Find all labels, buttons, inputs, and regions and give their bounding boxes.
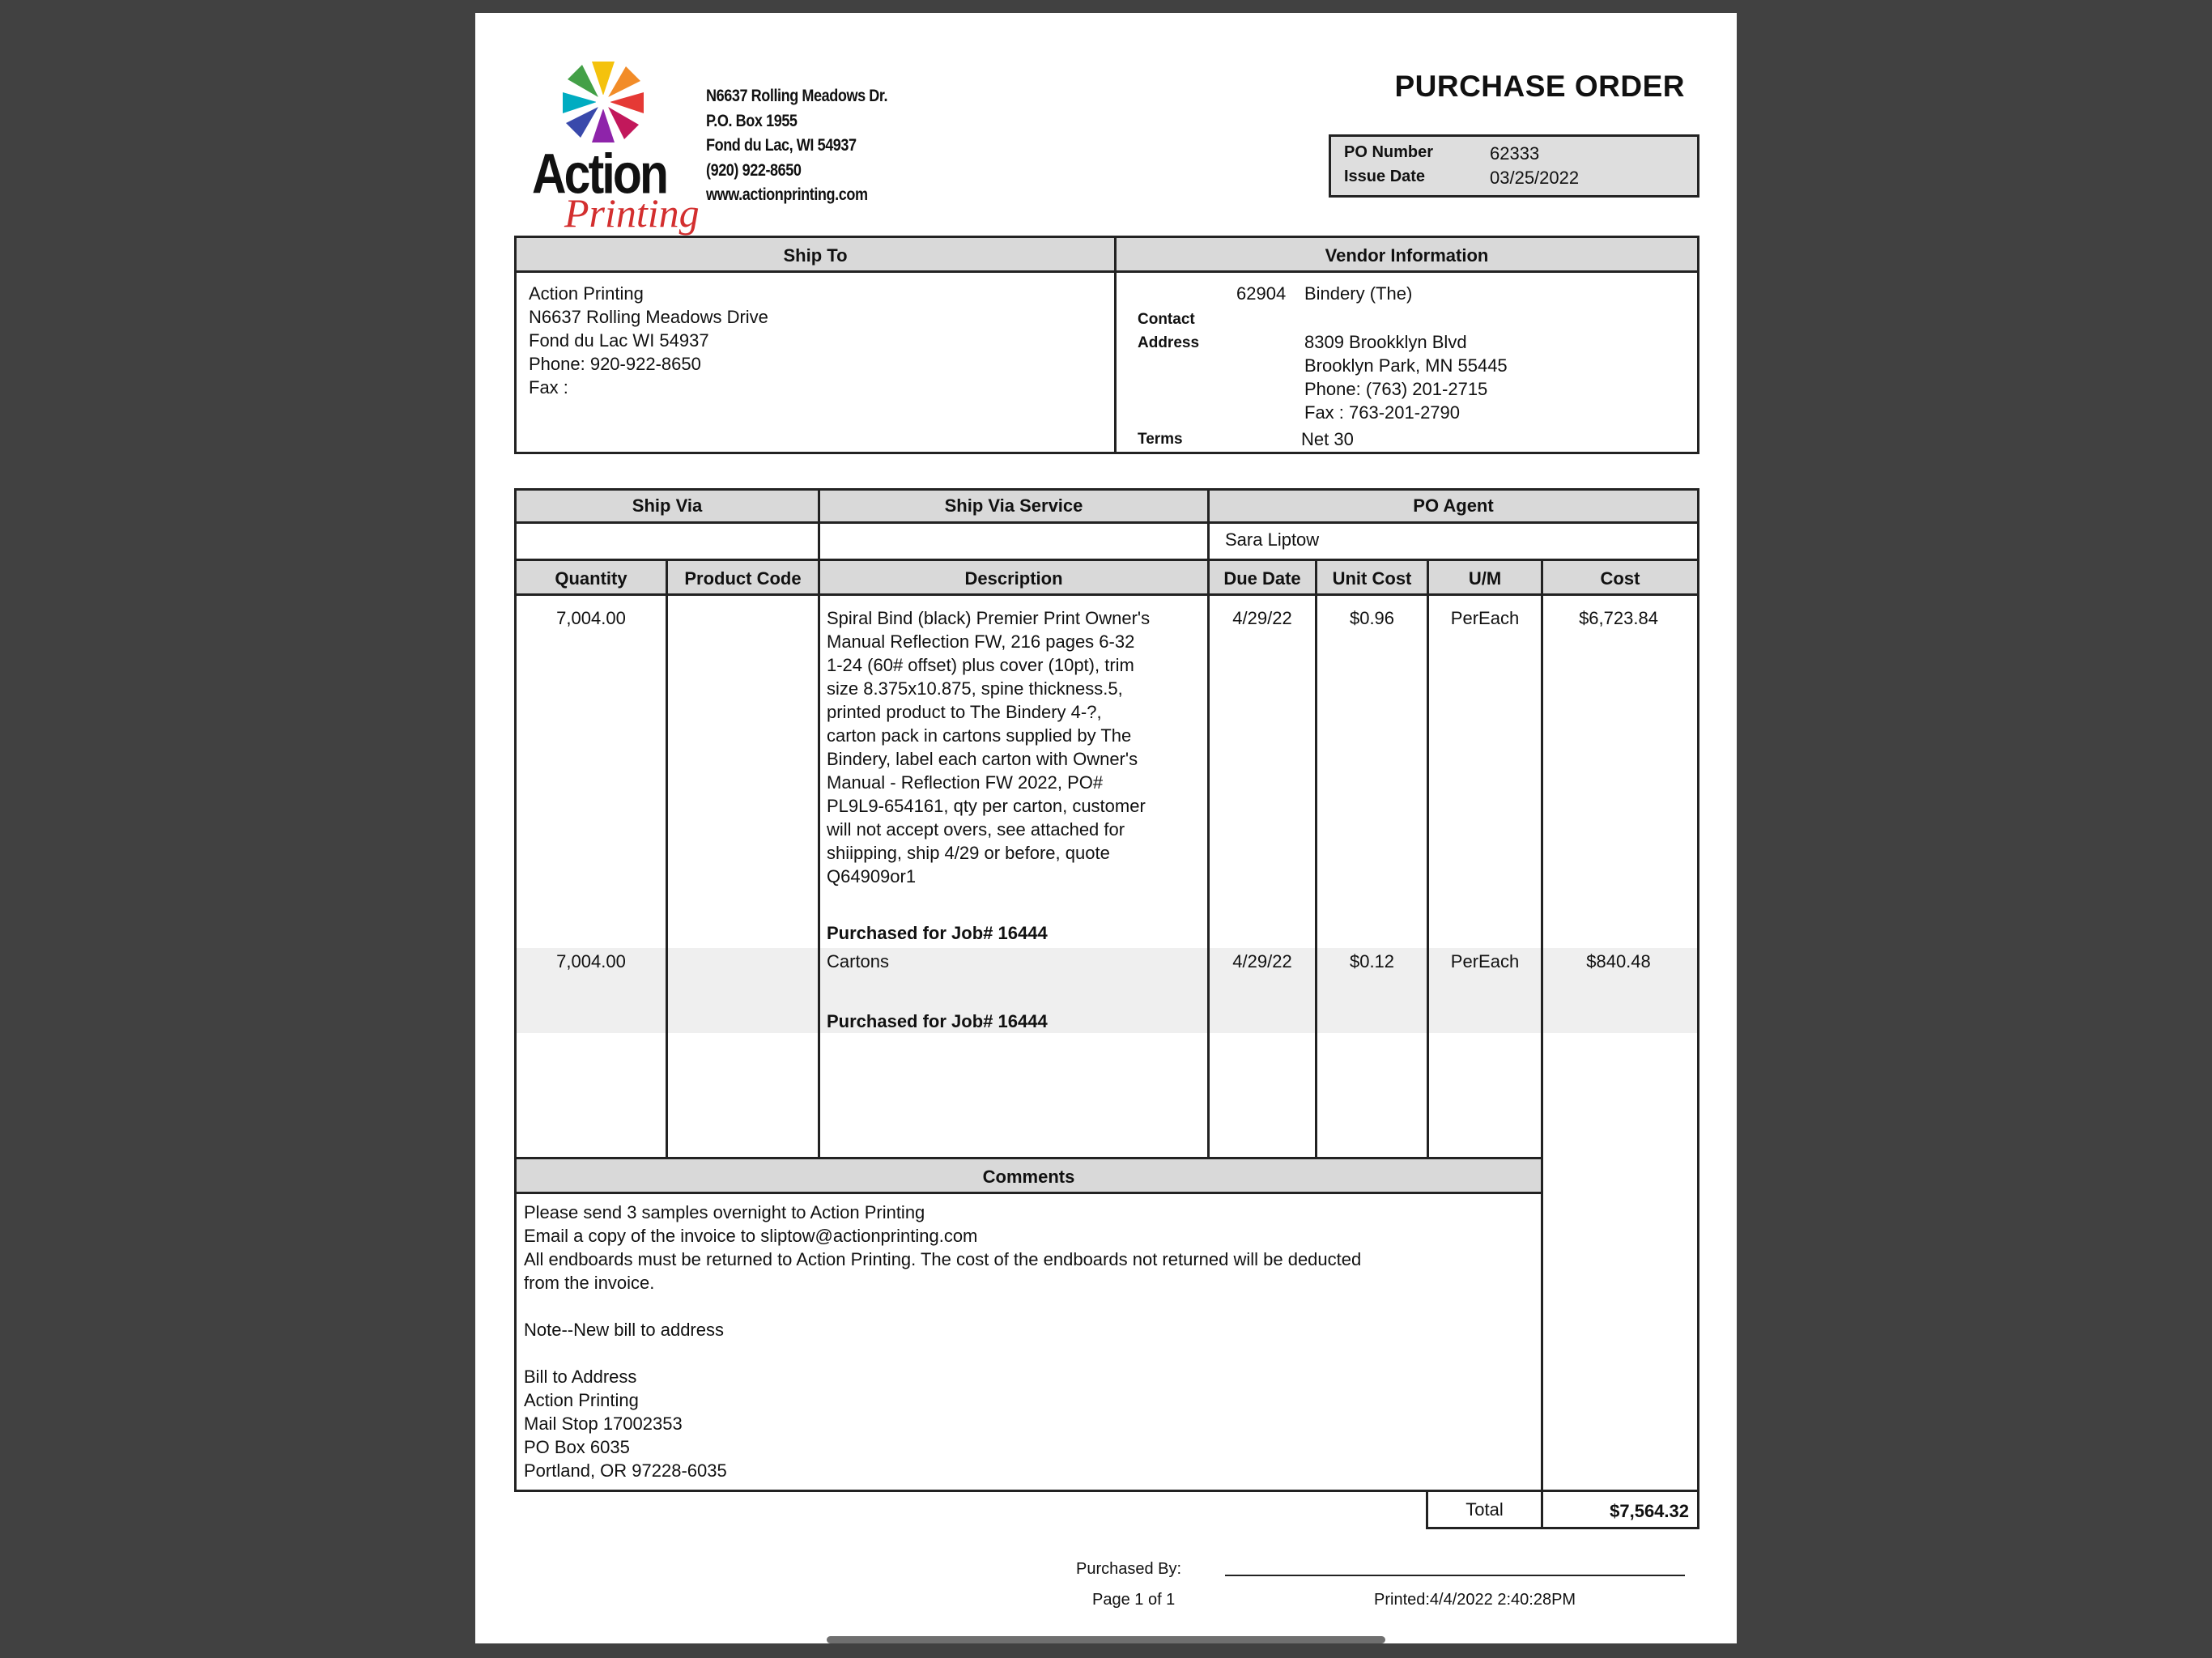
divider: [514, 1192, 1543, 1194]
po-info-box: [1329, 134, 1699, 198]
item-quantity: 7,004.00: [556, 608, 626, 628]
ship-to-header: Ship To: [783, 245, 848, 266]
vendor-address: 8309 Brookklyn Blvd Brooklyn Park, MN 55445 Phone: (763) 201-2715 Fax : 763-201-2790: [1304, 332, 1508, 423]
divider: [514, 270, 1699, 273]
item-um: PerEach: [1450, 951, 1520, 971]
terms-value: Net 30: [1301, 429, 1354, 449]
horizontal-scrollbar[interactable]: [827, 1636, 1385, 1643]
col-um-header: U/M: [1468, 568, 1502, 589]
item-description: Cartons: [827, 951, 890, 971]
company-website[interactable]: www.actionprinting.com: [706, 185, 868, 204]
company-address-line: Fond du Lac, WI 54937: [706, 136, 857, 155]
divider: [1426, 1527, 1699, 1529]
col-due-date-header: Due Date: [1223, 568, 1301, 589]
company-address-line: P.O. Box 1955: [706, 111, 798, 130]
item-quantity: 7,004.00: [556, 951, 626, 971]
issue-date-label: Issue Date: [1344, 168, 1426, 185]
divider: [666, 559, 668, 1159]
po-number-value: 62333: [1490, 143, 1540, 164]
terms-label: Terms: [1138, 431, 1183, 448]
action-printing-logo: [532, 52, 704, 238]
col-description-header: Description: [964, 568, 1063, 589]
comments-header: Comments: [982, 1167, 1075, 1187]
logo-word-action: Action: [532, 142, 667, 206]
document-title: PURCHASE ORDER: [1394, 70, 1685, 103]
company-address-line: (920) 922-8650: [706, 160, 802, 180]
item-due-date: 4/29/22: [1232, 608, 1292, 628]
divider: [514, 521, 1699, 524]
item-cost: $840.48: [1586, 951, 1651, 971]
page-number: Page 1 of 1: [1092, 1591, 1176, 1609]
divider: [1697, 488, 1699, 1529]
ship-via-header: Ship Via: [632, 495, 703, 516]
comments-text: Please send 3 samples overnight to Action Printing Email a copy of the invoice to sliptow@actionprinting.com All endboards must be returned to Action Printing. The cost of the endboards not returned will be deducted from the invoice. Note--New bill to address Bill to Address Action Printing Mail Stop 17002353 PO Box 6035 Portland, OR 97228-6035: [524, 1202, 1362, 1481]
vendor-id: 62904: [1236, 283, 1287, 304]
item-description: Spiral Bind (black) Premier Print Owner's Manual Reflection FW, 216 pages 6-32 1-24 (60# offset) plus cover (10pt), trim size 8.375x10.875, spine thickness.5, printed product to The Bindery 4-?, carton pack in cartons supplied by The Bindery, label each carton with Owner's Manual - Reflection FW 2022, PO# PL9L9-654161, qty per carton, customer will not accept overs, see attached for shiipping, ship 4/29 or before, quote Q64909or1: [827, 608, 1151, 886]
divider: [514, 488, 1699, 491]
company-address-line: N6637 Rolling Meadows Dr.: [706, 87, 888, 105]
po-agent-value: Sara Liptow: [1225, 529, 1320, 550]
item-job-note: Purchased for Job# 16444: [827, 1011, 1048, 1031]
company-address-block: [706, 84, 887, 208]
item-cost: $6,723.84: [1579, 608, 1658, 628]
po-agent-header: PO Agent: [1413, 495, 1494, 516]
item-job-note: Purchased for Job# 16444: [827, 923, 1048, 943]
divider: [1315, 559, 1317, 1159]
divider: [514, 593, 1699, 596]
issue-date-value: 03/25/2022: [1490, 168, 1580, 188]
col-cost-header: Cost: [1600, 568, 1640, 589]
address-label: Address: [1138, 334, 1200, 351]
total-label: Total: [1465, 1499, 1504, 1520]
item-unit-cost: $0.12: [1349, 951, 1395, 971]
document-page: [475, 13, 1737, 1643]
total-value: $7,564.32: [1610, 1501, 1689, 1521]
vendor-name: Bindery (The): [1304, 283, 1413, 304]
col-quantity-header: Quantity: [555, 568, 627, 589]
signature-line: [1225, 1575, 1685, 1576]
item-due-date: 4/29/22: [1232, 951, 1292, 971]
divider: [1207, 559, 1210, 1159]
po-number-label: PO Number: [1344, 143, 1434, 161]
item-unit-cost: $0.96: [1349, 608, 1395, 628]
item-um: PerEach: [1450, 608, 1520, 628]
divider: [1541, 559, 1543, 1529]
purchased-by-label: Purchased By:: [1076, 1560, 1182, 1578]
divider: [818, 559, 820, 1159]
ship-via-service-header: Ship Via Service: [944, 495, 1083, 516]
divider: [1427, 559, 1429, 1159]
logo-word-printing: Printing: [564, 190, 700, 236]
col-product-code-header: Product Code: [684, 568, 802, 589]
ship-to-address: Action Printing N6637 Rolling Meadows Drive Fond du Lac WI 54937 Phone: 920-922-8650 Fax :: [529, 283, 768, 397]
divider: [1114, 236, 1117, 454]
col-unit-cost-header: Unit Cost: [1332, 568, 1412, 589]
divider: [514, 1490, 1699, 1492]
vendor-info-header: Vendor Information: [1325, 245, 1489, 266]
contact-label: Contact: [1138, 311, 1195, 328]
printed-timestamp: Printed:4/4/2022 2:40:28PM: [1374, 1591, 1576, 1609]
